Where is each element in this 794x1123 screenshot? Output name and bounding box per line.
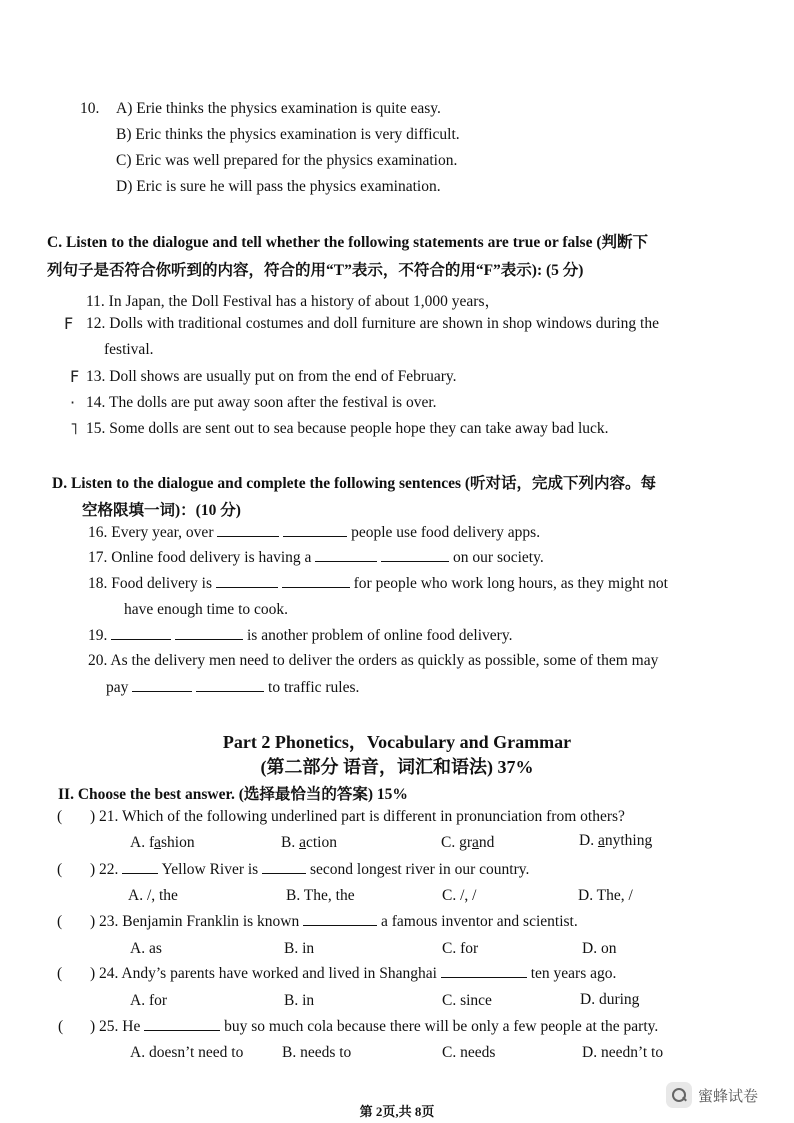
- answer-mark-14: ·: [70, 393, 76, 412]
- q24-option-b: B. in: [284, 992, 315, 1009]
- sentence-20-post: to traffic rules.: [268, 679, 360, 696]
- q22-pre: ) 22.: [90, 861, 119, 878]
- answer-mark-13: F: [70, 367, 80, 386]
- q23-option-c: C. for: [442, 940, 479, 957]
- q10-option-b: B) Eric thinks the physics examination is very difficult.: [116, 126, 460, 143]
- q22-stem: [90, 861, 529, 879]
- blank-23[interactable]: [303, 913, 377, 926]
- q10-option-a: A) Erie thinks the physics examination is quite easy.: [116, 100, 441, 117]
- statement-14: 14. The dolls are put away soon after the festival is over.: [86, 394, 437, 411]
- q25-post: buy so much cola because there will be only a few people at the party.: [224, 1018, 659, 1035]
- q25-pre: ) 25. He: [90, 1018, 141, 1035]
- q24-pre: ) 24. Andy’s parents have worked and lived in Shanghai: [90, 965, 437, 982]
- part2-title: Part 2 Phonetics，Vocabulary and Grammar: [222, 732, 572, 752]
- q23-option-d: D. on: [582, 940, 617, 957]
- q24-post: ten years ago.: [530, 965, 617, 982]
- q21-option-d: D. anything: [579, 832, 653, 849]
- q23-pre: ) 23. Benjamin Franklin is known: [90, 913, 300, 930]
- q25-option-b: B. needs to: [282, 1044, 352, 1061]
- q25-option-c: C. needs: [442, 1044, 496, 1061]
- search-icon: [666, 1082, 692, 1108]
- q23-stem: [90, 913, 578, 931]
- watermark-text: 蜜蜂试卷: [698, 1086, 759, 1105]
- blank-18a[interactable]: [216, 575, 278, 588]
- q10-option-c: C) Eric was well prepared for the physics examination.: [116, 152, 458, 169]
- q22-mid: Yellow River is: [161, 861, 259, 878]
- answer-mark-12: F: [64, 314, 74, 333]
- q10-number: 10.: [80, 100, 100, 117]
- blank-19b[interactable]: [175, 627, 243, 640]
- blank-19a[interactable]: [111, 627, 171, 640]
- sentence-20-cont: [106, 679, 359, 697]
- sentence-18: [88, 575, 668, 593]
- part2-subtitle: (第二部分 语音，词汇和语法) 37%: [260, 757, 534, 777]
- sentence-18-post: for people who work long hours, as they might not: [353, 575, 668, 592]
- section-c-heading-cont: 列句子是否符合你听到的内容，符合的用“T”表示，不符合的用“F”表示): (5 分): [47, 262, 584, 279]
- q21-option-b: B. action: [281, 834, 337, 851]
- statement-13: 13. Doll shows are usually put on from the end of February.: [86, 368, 457, 385]
- q22-option-d: D. The, /: [578, 887, 633, 904]
- blank-22b[interactable]: [262, 861, 306, 874]
- q24-stem: [90, 965, 616, 983]
- sentence-16-pre: 16. Every year, over: [88, 524, 214, 541]
- blank-20b[interactable]: [196, 679, 264, 692]
- sentence-17-post: on our society.: [453, 549, 544, 566]
- blank-17a[interactable]: [315, 549, 377, 562]
- sentence-18-pre: 18. Food delivery is: [88, 575, 212, 592]
- statement-15: 15. Some dolls are sent out to sea because people hope they can take away bad luck.: [86, 420, 609, 437]
- blank-22a[interactable]: [122, 861, 158, 874]
- answer-paren-25[interactable]: (: [58, 1018, 64, 1035]
- statement-11: 11. In Japan, the Doll Festival has a history of about 1,000 years，: [86, 293, 500, 310]
- q22-option-c: C. /, /: [442, 887, 477, 904]
- sentence-17-pre: 17. Online food delivery is having a: [88, 549, 312, 566]
- q23-option-b: B. in: [284, 940, 315, 957]
- q21-option-c: C. grand: [441, 834, 495, 851]
- blank-16a[interactable]: [217, 524, 279, 537]
- section-d-heading-cont: 空格限填一词)：(10 分): [82, 502, 241, 519]
- q22-post: second longest river in our country.: [309, 861, 530, 878]
- q22-option-a: A. /, the: [128, 887, 178, 904]
- sentence-16-post: people use food delivery apps.: [351, 524, 541, 541]
- sentence-20-pre: pay: [106, 679, 129, 696]
- page-number: 第 2页,共 8页: [359, 1104, 435, 1119]
- sentence-19-post: is another problem of online food delivery.: [247, 627, 513, 644]
- answer-paren-22[interactable]: (: [57, 861, 63, 878]
- sentence-17: [88, 549, 544, 567]
- sentence-18-cont: have enough time to cook.: [124, 601, 288, 618]
- q24-option-a: A. for: [130, 992, 168, 1009]
- q23-option-a: A. as: [130, 940, 162, 957]
- answer-paren-23[interactable]: (: [57, 913, 63, 930]
- answer-paren-21[interactable]: (: [57, 808, 63, 825]
- answer-mark-15: ˥: [70, 419, 78, 438]
- statement-12: 12. Dolls with traditional costumes and doll furniture are shown in shop windows during the: [86, 315, 659, 332]
- blank-24[interactable]: [441, 965, 527, 978]
- q25-stem: [90, 1018, 658, 1036]
- blank-20a[interactable]: [132, 679, 192, 692]
- section-ii-heading: II. Choose the best answer. (选择最恰当的答案) 15%: [58, 786, 408, 803]
- q21-stem: ) 21. Which of the following underlined part is different in pronunciation from others?: [90, 808, 625, 825]
- q22-option-b: B. The, the: [286, 887, 355, 904]
- sentence-19-pre: 19.: [88, 627, 108, 644]
- q21-option-a: A. fashion: [130, 834, 195, 851]
- watermark: [666, 1082, 758, 1108]
- blank-16b[interactable]: [283, 524, 347, 537]
- q25-option-d: D. needn’t to: [582, 1044, 664, 1061]
- sentence-19: [88, 627, 512, 645]
- blank-18b[interactable]: [282, 575, 350, 588]
- answer-paren-24[interactable]: (: [57, 965, 63, 982]
- section-c-heading: C. Listen to the dialogue and tell whether the following statements are true or false (判断下: [47, 234, 648, 251]
- q25-option-a: A. doesn’t need to: [130, 1044, 244, 1061]
- q23-post: a famous inventor and scientist.: [381, 913, 578, 930]
- section-d-heading: D. Listen to the dialogue and complete the following sentences (听对话，完成下列内容。每: [52, 475, 657, 492]
- q24-option-d: D. during: [580, 991, 640, 1008]
- sentence-20: 20. As the delivery men need to deliver the orders as quickly as possible, some of them may: [88, 652, 659, 669]
- blank-17b[interactable]: [381, 549, 449, 562]
- q10-option-d: D) Eric is sure he will pass the physics examination.: [116, 178, 441, 195]
- sentence-16: [88, 524, 540, 542]
- q24-option-c: C. since: [442, 992, 492, 1009]
- statement-12-cont: festival.: [104, 341, 154, 358]
- blank-25[interactable]: [144, 1018, 220, 1031]
